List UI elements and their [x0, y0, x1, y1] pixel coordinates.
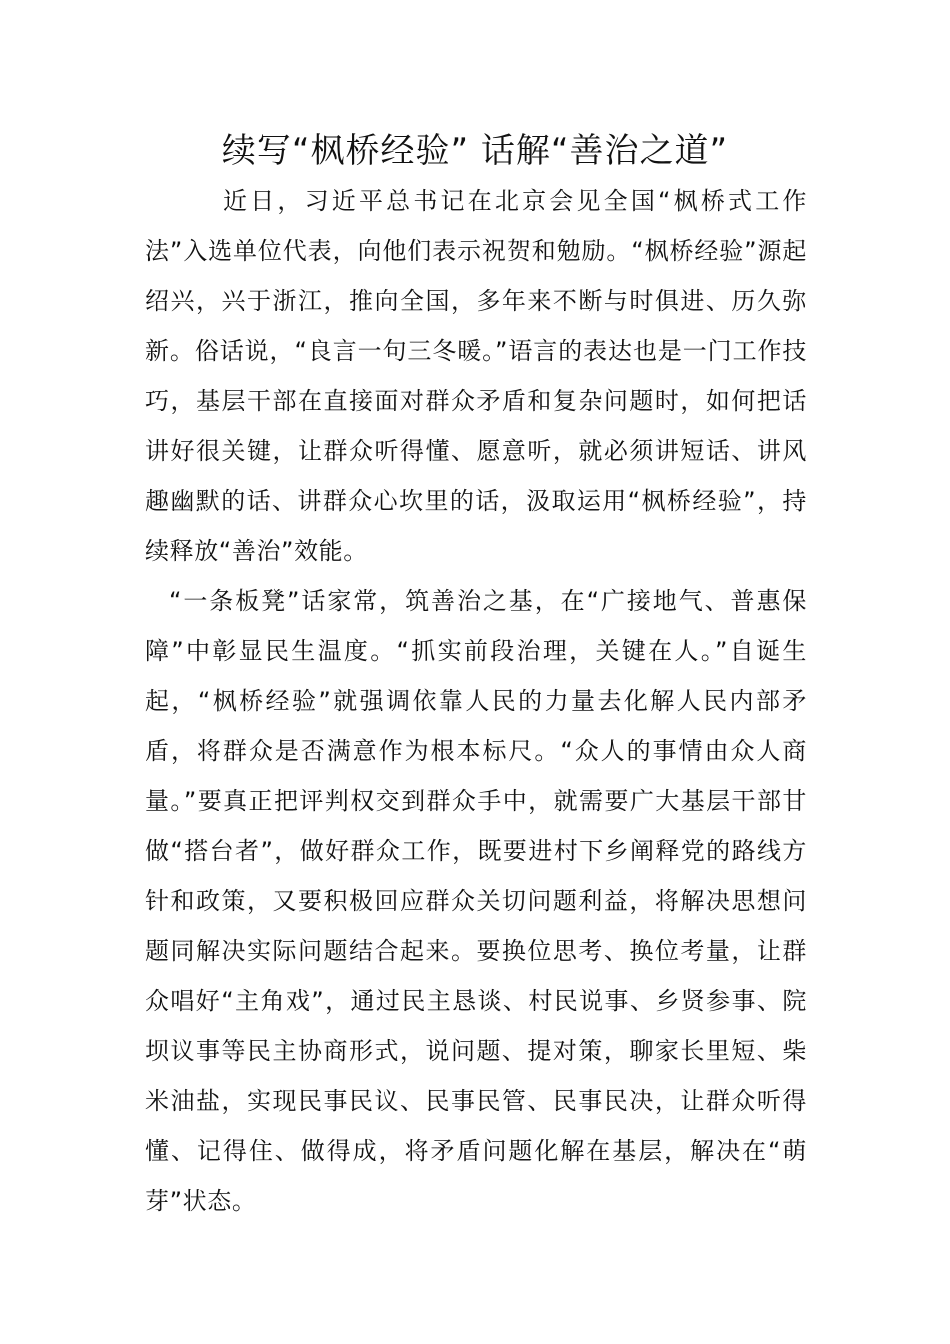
paragraph-2: “一条板凳”话家常，筑善治之基，在“广接地气、普惠保障”中彰显民生温度。“抓实前段治理，关键在人。”自诞生起，“枫桥经验”就强调依靠人民的力量去化解人民内部矛盾，将群众是否满意作为根本标尺。“众人的事情由众人商量。”要真正把评判权交到群众手中，就需要广大基层干部甘做“搭台者”，做好群众工作，既要进村下乡阐释党的路线方针和政策，又要积极回应群众关切问题利益，将解决思想问题同解决实际问题结合起来。要换位思考、换位考量，让群众唱好“主角戏”，通过民主恳谈、村民说事、乡贤参事、院坝议事等民主协商形式，说问题、提对策，聊家长里短、柴米油盐，实现民事民议、民事民管、民事民决，让群众听得懂、记得住、做得成，将矛盾问题化解在基层，解决在“萌芽”状态。 — [145, 587, 807, 1215]
document-body — [145, 176, 807, 1226]
paragraph-1: 近日，习近平总书记在北京会见全国“枫桥式工作法”入选单位代表，向他们表示祝贺和勉励。“枫桥经验”源起绍兴，兴于浙江，推向全国，多年来不断与时俱进、历久弥新。俗话说，“良言一句三冬暖。”语言的表达也是一门工作技巧，基层干部在直接面对群众矛盾和复杂问题时，如何把话讲好很关键，让群众听得懂、愿意听，就必须讲短话、讲风趣幽默的话、讲群众心坎里的话，汲取运用“枫桥经验”，持续释放“善治”效能。 — [145, 187, 807, 565]
document-title: 续写“枫桥经验” 话解“善治之道” — [221, 131, 729, 171]
